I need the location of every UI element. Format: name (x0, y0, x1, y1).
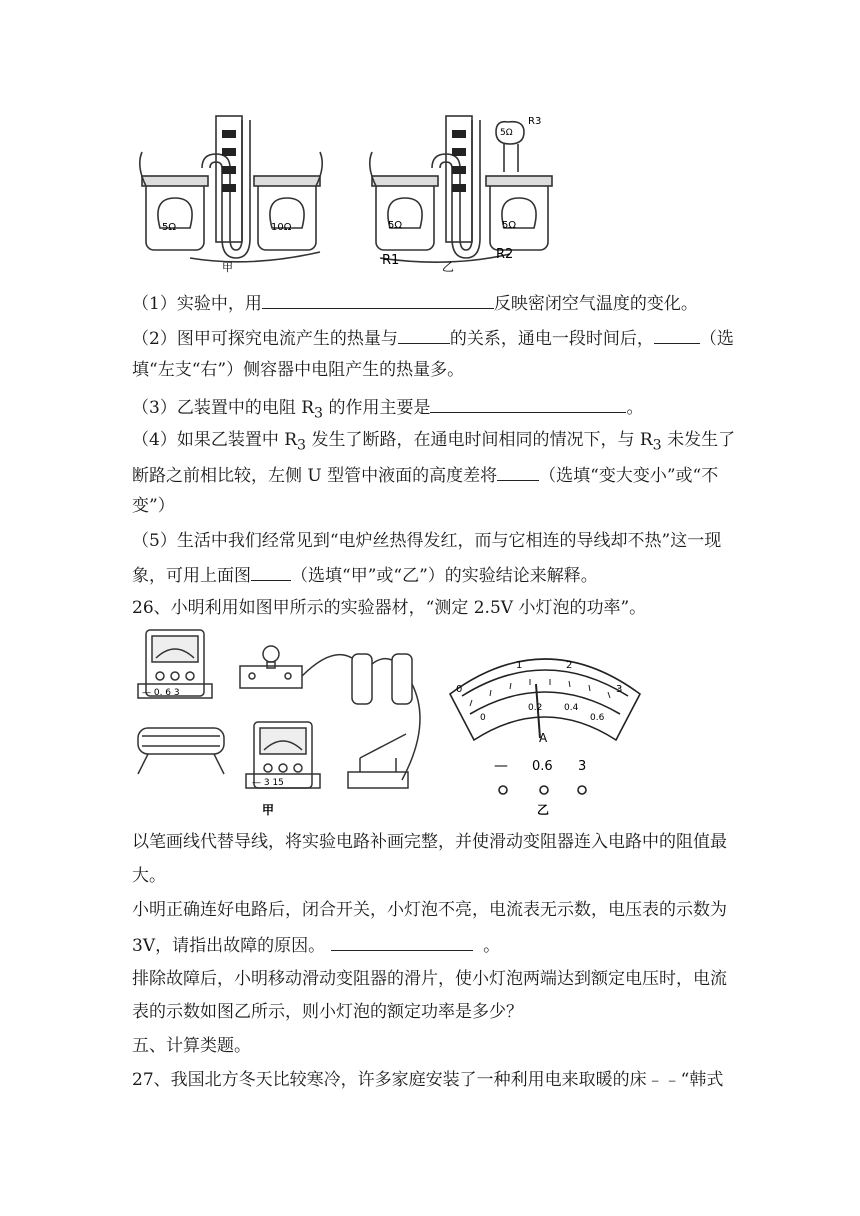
q26-step3: 排除故障后，小明移动滑动变阻器的滑片，使小灯泡两端达到额定电压时，电流 (132, 969, 727, 989)
fig-jia-caption: 甲 (262, 803, 275, 817)
dial-bottom-0: 0 (480, 713, 486, 723)
q26-step3-cont: 表的示数如图乙所示，则小灯泡的额定功率是多少？ (132, 1002, 523, 1022)
yi-r2-value: 5Ω (502, 220, 517, 231)
q25-blank3[interactable] (654, 325, 700, 344)
q25-part5-cont: 象，可用上面图 （选填“甲”或“乙”）的实验结论来解释。 (132, 562, 598, 588)
section5-title: 五、计算类题。 (132, 1036, 251, 1056)
q25-part2-cont: 填“左支“右”）侧容器中电阻产生的热量多。 (132, 360, 465, 380)
q25-blank6[interactable] (251, 562, 291, 581)
q25-blank2[interactable] (398, 325, 450, 344)
q25-part2: （2）图甲可探究电流产生的热量与 的关系，通电一段时间后， （选 (132, 325, 734, 351)
q25-part4: （4）如果乙装置中 $R_3$ 发生了断路，在通电时间相同的情况下，与 $R_3$ 未发生了 (132, 430, 736, 454)
dial-top-1: 1 (516, 660, 523, 671)
dial-bottom-2: 0.4 (564, 703, 579, 713)
yi-caption: 乙 (442, 260, 455, 274)
q25-part4-cont: 断路之前相比较，左侧 U 型管中液面的高度差将 （选填“变大变小”或“不 (132, 462, 718, 488)
q25-blank4[interactable] (430, 394, 626, 413)
q25-part4-end: 变”） (132, 496, 175, 516)
jia-right-resistance: 10Ω (271, 222, 292, 233)
q26-step2: 小明正确连好电路后，闭合开关，小灯泡不亮，电流表无示数，电压表的示数为 (132, 900, 727, 920)
q27-text: 27、我国北方冬天比较寒冷，许多家庭安装了一种利用电来取暖的床﹣﹣“韩式 (132, 1070, 724, 1090)
fig-yi-caption: 乙 (537, 803, 550, 817)
voltmeter-scale-label: — 3 15 (252, 778, 284, 788)
dial-top-2: 2 (566, 660, 573, 671)
q25-part1: （1）实验中，用 反映密闭空气温度的变化。 (132, 290, 698, 316)
yi-r2-label: R2 (496, 247, 514, 262)
yi-r3-label: R3 (528, 116, 542, 127)
yi-r1-label: R1 (382, 253, 400, 268)
q26-step1: 以笔画线代替导线，将实验电路补画完整，并使滑动变阻器连入电路中的阻值最 (132, 832, 727, 852)
q26-title: 26、小明利用如图甲所示的实验器材，“测定 2.5V 小灯泡的功率”。 (132, 598, 647, 618)
q25-part3: （3）乙装置中的电阻 $R_3$ 的作用主要是 。 (132, 394, 643, 425)
terminal-neg: — (494, 758, 508, 774)
q26-step2-cont: 3V，请指出故障的原因。 。 (132, 932, 500, 958)
yi-r1-value: 5Ω (388, 220, 403, 231)
circuit-components-figure (128, 624, 428, 824)
q26-step1-cont: 大。 (132, 866, 166, 886)
terminal-06: 0.6 (532, 759, 553, 774)
dial-top-0: 0 (456, 684, 463, 695)
dial-top-3: 3 (616, 684, 623, 695)
joule-heating-figure (130, 108, 570, 278)
dial-bottom-1: 0.2 (528, 703, 543, 713)
terminal-3: 3 (578, 759, 587, 774)
dial-bottom-3: 0.6 (590, 713, 605, 723)
jia-caption: 甲 (222, 261, 233, 274)
q25-blank1[interactable] (262, 290, 494, 309)
q26-blank-fault[interactable] (331, 932, 473, 951)
q25-part5: （5）生活中我们经常见到“电炉丝热得发红，而与它相连的导线却不热”这一现 (132, 531, 722, 551)
ammeter-dial-figure (440, 634, 650, 824)
jia-left-resistance: 5Ω (162, 222, 177, 233)
dial-unit: A (539, 731, 548, 745)
q25-blank5[interactable] (497, 462, 539, 481)
yi-r3-value: 5Ω (500, 128, 513, 138)
ammeter-scale-label: — 0. 6 3 (142, 688, 180, 698)
